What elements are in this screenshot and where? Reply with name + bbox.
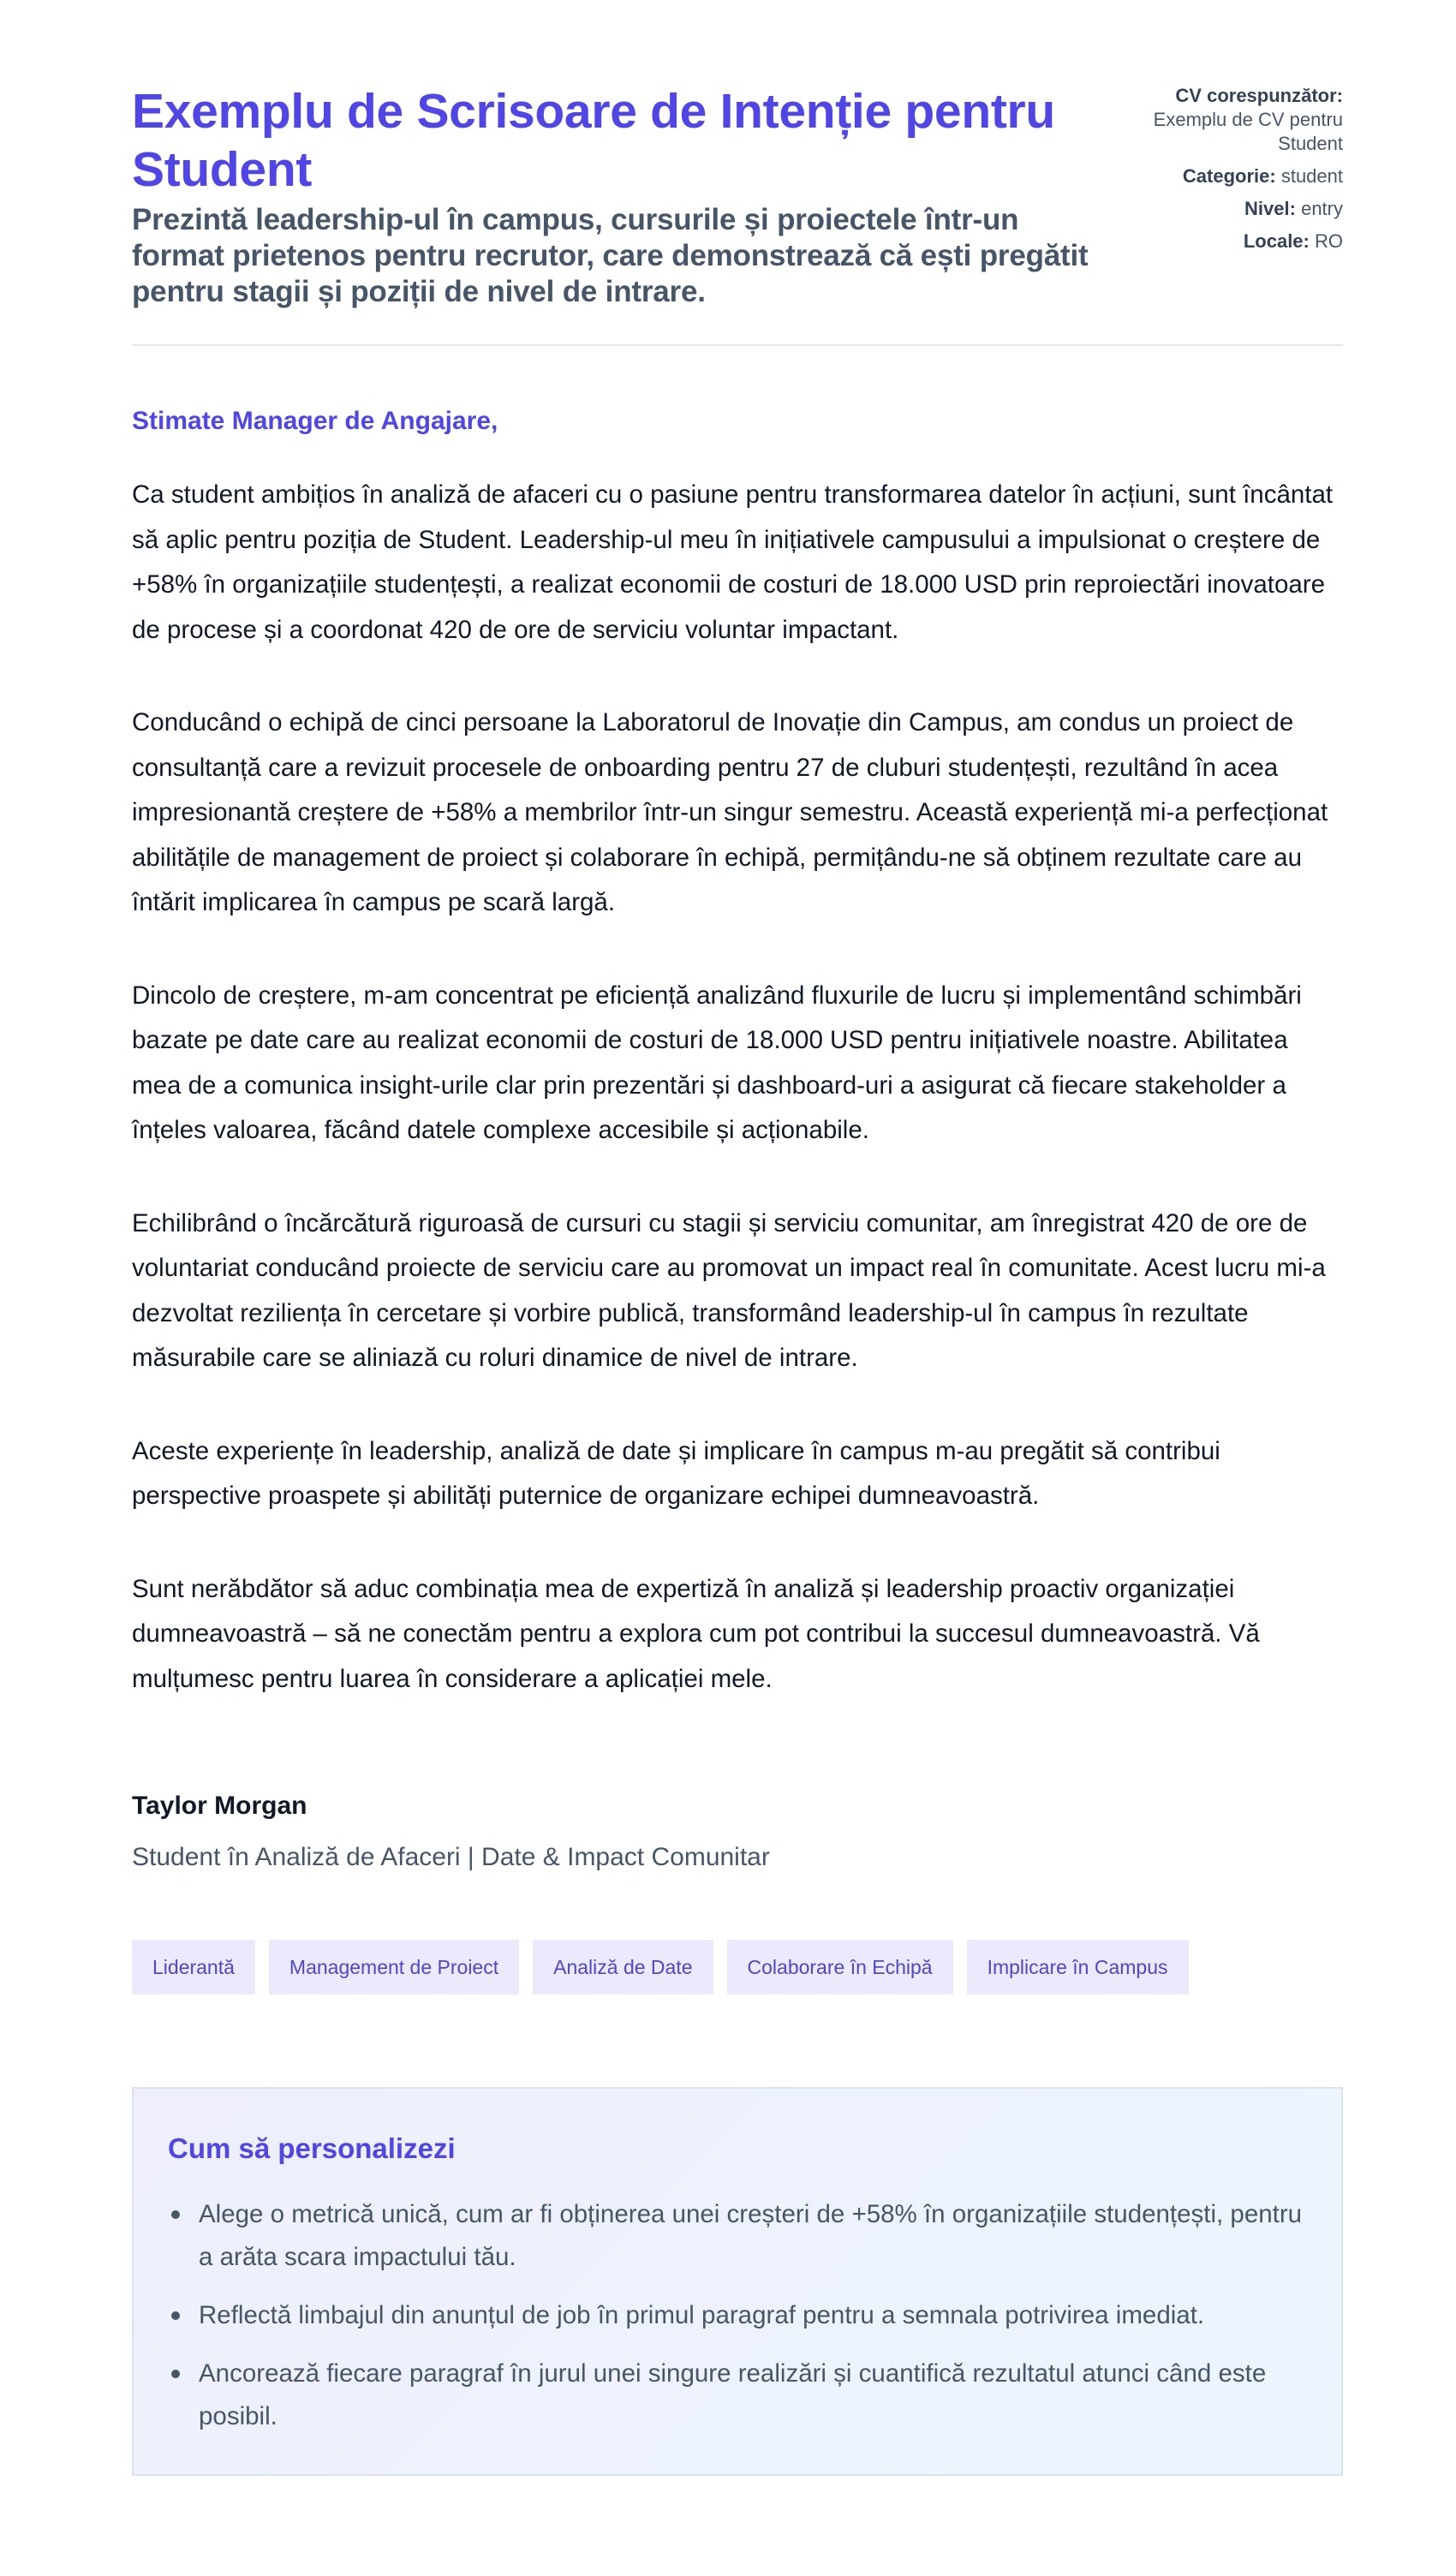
letter-body (132, 473, 1343, 1702)
meta-level-label: Nivel: (1244, 198, 1296, 219)
tip-text: Reflectă limbajul din anunțul de job în primul paragraf pentru a semnala potrivirea imediat. (199, 2301, 1205, 2329)
skill-tag: Colaborare în Echipă (727, 1940, 953, 1995)
skill-tag: Liderantă (132, 1940, 255, 1995)
meta-cv-value: Exemplu de CV pentru Student (1153, 109, 1343, 154)
skill-tag: Management de Proiect (269, 1940, 519, 1995)
meta-category-value: student (1280, 165, 1343, 187)
tip-item (199, 2352, 1307, 2438)
tip-item (199, 2193, 1307, 2279)
tips-title: Cum să personalizezi (168, 2132, 456, 2164)
header-divider (132, 344, 1343, 346)
letter-paragraph: Conducând o echipă de cinci persoane la Laboratorul de Inovație din Campus, am condus un proiect de consultanță care a revizuit procesele de onboarding pentru 27 de cluburi studențești, rezultând în acea impresionantă creștere de +58% a membrilor într-un singur semestru. Această experiență mi-a perfecționat abilitățile de management de proiect și colaborare în echipă, permițându-ne să obținem rezultate care au întărit implicarea în campus pe scară largă. (132, 708, 1328, 916)
meta-cv-label: CV corespunzător: (1175, 85, 1343, 106)
skill-tags (132, 1940, 1343, 1995)
bullet-icon (171, 2311, 180, 2320)
tip-text: Alege o metrică unică, cum ar fi obținerea unei creșteri de +58% în organizațiile studențești, pentru a arăta scara impactului tău. (199, 2200, 1303, 2271)
signature-name: Taylor Morgan (132, 1792, 307, 1820)
salutation: Stimate Manager de Angajare, (132, 407, 498, 435)
bullet-icon (171, 2370, 180, 2378)
tip-text: Ancorează fiecare paragraf în jurul unei singure realizări și cuantifică rezultatul atunci când este posibil. (199, 2359, 1267, 2430)
meta-panel (1137, 84, 1343, 262)
signature-block (132, 1789, 1343, 1875)
meta-locale-value: RO (1315, 230, 1343, 252)
page-header (132, 82, 1343, 310)
letter-paragraph: Dincolo de creștere, m-am concentrat pe eficiență analizând fluxurile de lucru și implementând schimbări bazate pe date care au realizat economii de costuri de 18.000 USD pentru inițiativele noastre. Abilitatea mea de a comunica insight-urile clar prin prezentări și dashboard-uri a asigurat că fiecare stakeholder a înțeles valoarea, făcând datele complexe accesibile și acționabile. (132, 981, 1302, 1144)
tip-item (199, 2294, 1307, 2337)
signature-title: Student în Analiză de Afaceri | Date & Impact Comunitar (132, 1843, 770, 1871)
letter-paragraph: Echilibrând o încărcătură riguroasă de cursuri cu stagii și serviciu comunitar, am înregistrat 420 de ore de voluntariat conducând proiecte de serviciu care au promovat un impact real în comunitate. Acest lucru mi-a dezvoltat reziliența în cercetare și vorbire publică, transformând leadership-ul în campus în rezultate măsurabile care se aliniază cu roluri dinamice de nivel de intrare. (132, 1208, 1326, 1372)
page-title: Exemplu de Scrisoare de Intenție pentru Student (132, 84, 1055, 197)
skill-tag: Implicare în Campus (967, 1940, 1189, 1995)
page-subtitle: Prezintă leadership-ul în campus, cursurile și proiectele într-un format prietenos pentru recrutor, care demonstrează că ești pregătit pentru stagii și poziții de nivel de intrare. (132, 203, 1089, 308)
header-text (132, 82, 1108, 310)
customization-tips-box (132, 2087, 1343, 2476)
meta-level-value: entry (1301, 198, 1343, 219)
meta-category-label: Categorie: (1182, 165, 1276, 187)
tips-list (168, 2193, 1307, 2438)
letter-paragraph: Ca student ambițios în analiză de afaceri cu o pasiune pentru transformarea datelor în acțiuni, sunt încântat să aplic pentru poziția de Student. Leadership-ul meu în inițiativele campusului a impulsionat o creștere de +58% în organizațiile studențești, a realizat economii de costuri de 18.000 USD prin reproiectări inovatoare de procese și a coordonat 420 de ore de serviciu voluntar impactant. (132, 480, 1334, 644)
meta-locale-label: Locale: (1243, 230, 1310, 252)
letter-paragraph: Aceste experiențe în leadership, analiză de date și implicare în campus m-au pregătit să contribui perspective proaspete și abilități puternice de organizare echipei dumneavoastră. (132, 1436, 1220, 1510)
bullet-icon (171, 2210, 180, 2219)
meta-cv (1137, 84, 1343, 156)
cover-letter-page (132, 82, 1343, 2476)
letter-paragraph: Sunt nerăbdător să aduc combinația mea de expertiză în analiză și leadership proactiv organizației dumneavoastră – să ne conectăm pentru a explora cum pot contribui la succesul dumneavoastră. Vă mulțumesc pentru luarea în considerare a aplicației mele. (132, 1574, 1260, 1693)
skill-tag: Analiză de Date (533, 1940, 713, 1995)
meta-locale (1137, 230, 1343, 253)
meta-level (1137, 197, 1343, 221)
meta-category (1137, 164, 1343, 188)
